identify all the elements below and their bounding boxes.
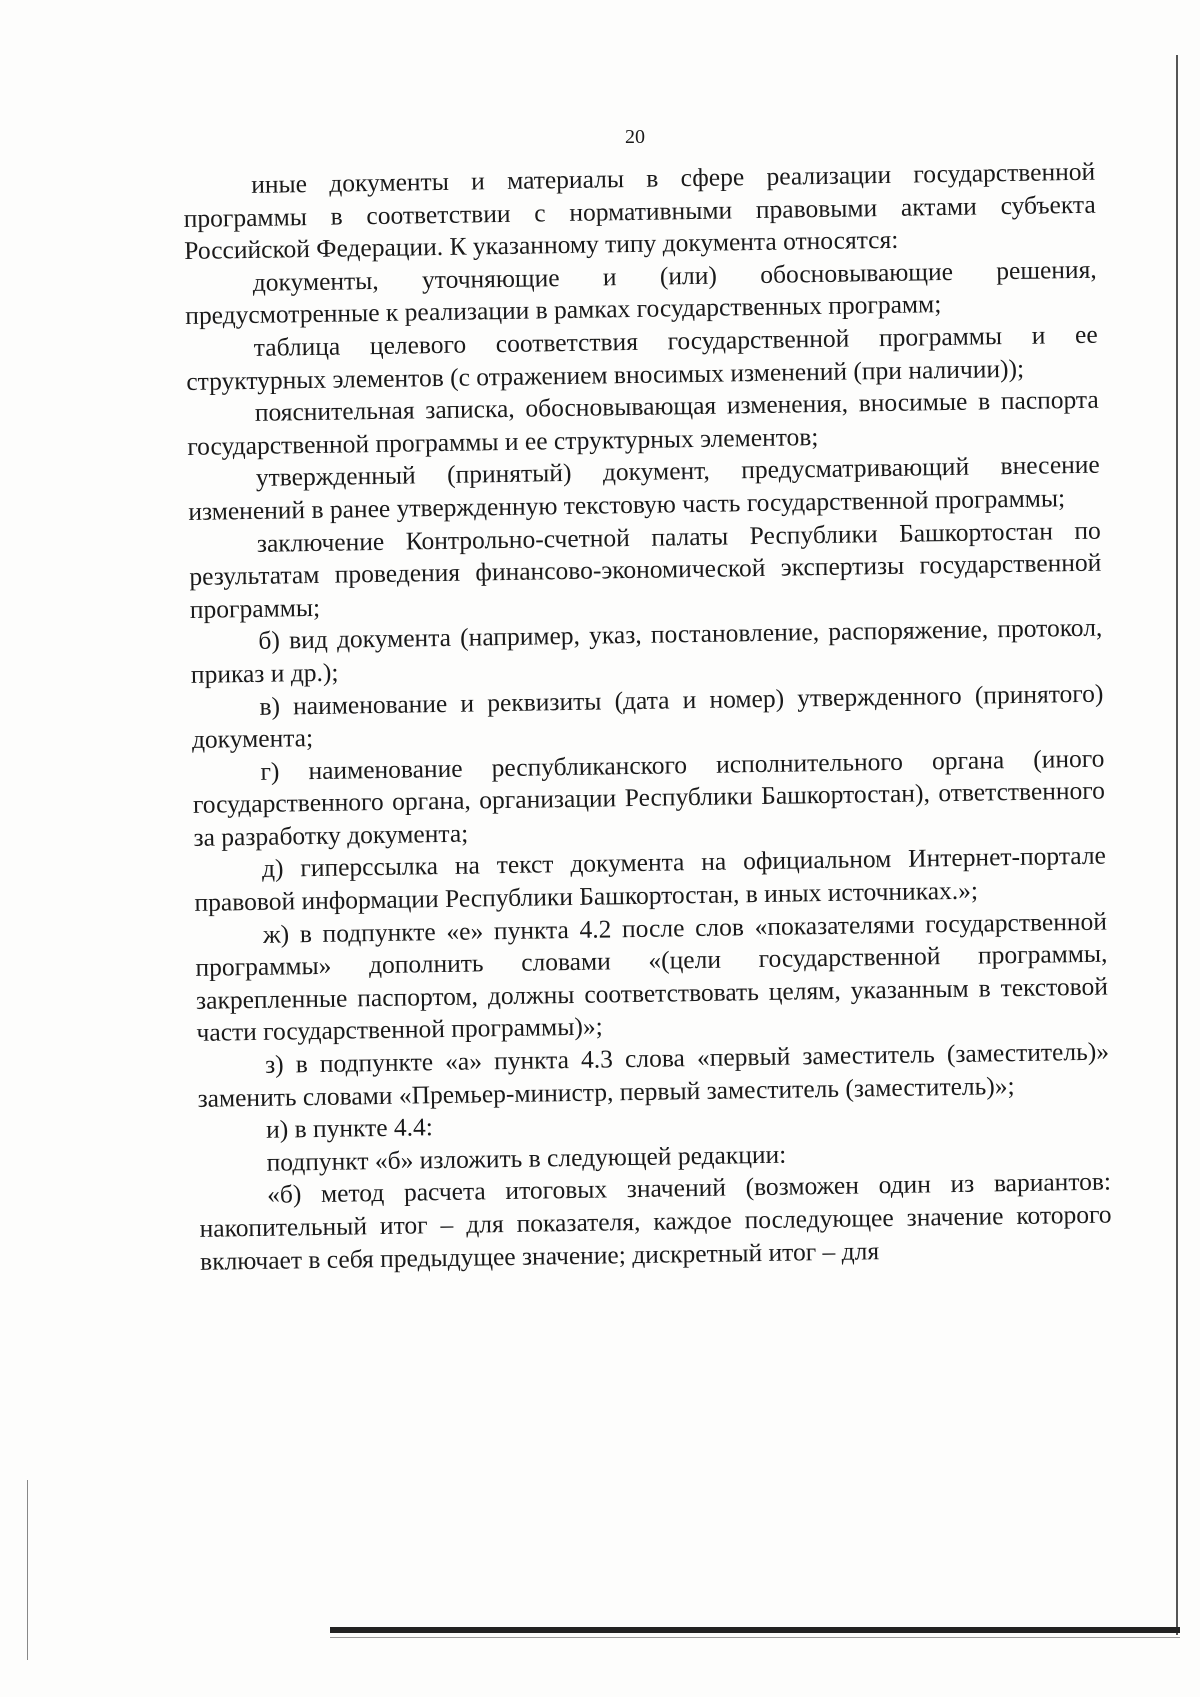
paragraph: заключение Контрольно-счетной палаты Республики Башкортостан по результатам проведения финансово-экономической экспертизы государственной программы;	[189, 515, 1102, 624]
paragraph: подпункт «б» изложить в следующей редакции:	[266, 1139, 787, 1177]
paragraph: «б) метод расчета итоговых значений (возможен один из вариантов: накопительный итог – для показателя, каждое последующее значение которого включает в себя предыдущее значение; дискретный итог – для	[199, 1166, 1112, 1276]
scan-bottom-bar	[330, 1627, 1180, 1633]
paragraph: з) в подпункте «а» пункта 4.3 слова «первый заместитель (заместитель)» заменить словами «Премьер-министр, первый заместитель (заместитель)»;	[197, 1036, 1110, 1113]
paragraph: таблица целевого соответствия государственной программы и ее структурных элементов (с отражением вносимых изменений (при наличии));	[186, 319, 1098, 396]
paragraph: в) наименование и реквизиты (дата и номер) утвержденного (принятого) документа;	[191, 678, 1104, 755]
scan-edge-line	[27, 1480, 28, 1660]
paragraph: ж) в подпункте «е» пункта 4.2 после слов «показателями государственной программы» дополнить словами «(цели государственной программы, закрепленные паспортом, должны соответствовать целям, указанным в текстовой части государственной программы)»;	[195, 906, 1109, 1048]
paragraph: г) наименование республиканского исполнительного органа (иного государственного органа, организации Республики Башкортостан), ответственного за разработку документа;	[192, 743, 1106, 852]
document-body	[183, 156, 1112, 1278]
paragraph: д) гиперссылка на текст документа на официальном Интернет-портале правовой информации Республики Башкортостан, в иных источниках.»;	[194, 841, 1107, 917]
paragraph: б) вид документа (например, указ, постановление, распоряжение, протокол, приказ и др.);	[190, 612, 1103, 689]
paragraph: и) в пункте 4.4:	[265, 1112, 434, 1145]
paragraph: утвержденный (принятый) документ, предусматривающий внесение изменений в ранее утвержденную текстовую часть государственной программы;	[188, 449, 1100, 526]
scan-bottom-line	[330, 1637, 1180, 1638]
paragraph: иные документы и материалы в сфере реализации государственной программы в соответствии с нормативными правовыми актами субъекта Российской Федерации. К указанному типу документа относятся:	[183, 156, 1096, 266]
scan-edge-line	[1176, 55, 1178, 1635]
paragraph: пояснительная записка, обосновывающая изменения, вносимые в паспорта государственной программы и ее структурных элементов;	[187, 384, 1099, 461]
paragraph: документы, уточняющие и (или) обосновывающие решения, предусмотренные к реализации в рамках государственных программ;	[185, 254, 1097, 331]
page-number: 20	[625, 126, 645, 148]
